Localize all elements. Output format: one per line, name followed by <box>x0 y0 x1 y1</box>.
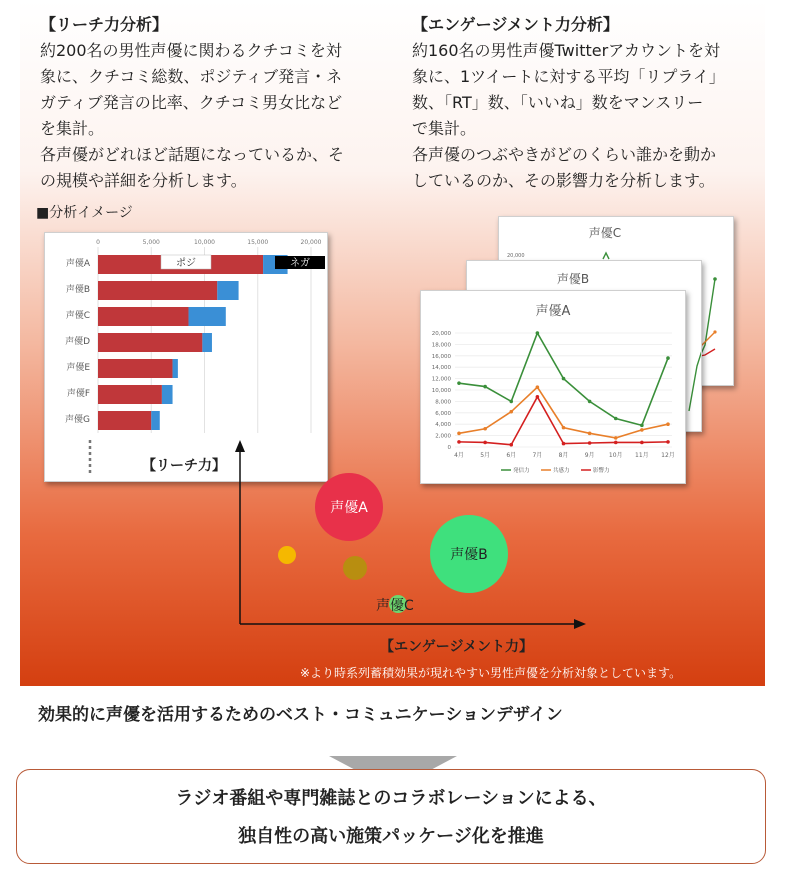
x-tick-label: 5,000 <box>142 239 160 246</box>
category-label: 声優G <box>65 415 90 425</box>
reach-description-line: 各声優がどれほど話題になっているか、そ <box>40 145 345 164</box>
y-tick-label: 16,000 <box>431 353 451 360</box>
x-tick-label: 4月 <box>454 452 464 459</box>
line-chart-title: 声優A <box>535 304 571 319</box>
x-tick-label: 20,000 <box>300 239 322 246</box>
y-tick-label: 20,000 <box>507 253 525 259</box>
line-chart-title: 声優C <box>588 226 622 240</box>
y-tick-label: 14,000 <box>431 365 451 372</box>
reach-axis-label: 【リーチ力】 <box>142 458 226 474</box>
engagement-description-line: しているのか、その影響力を分析します。 <box>412 171 715 190</box>
x-tick-label: 6月 <box>506 452 517 459</box>
bubble-voice-actor-b <box>430 515 508 593</box>
y-tick-label: 18,000 <box>431 342 451 349</box>
bubble-label-b: 声優B <box>450 547 488 563</box>
reach-analysis-title: 【リーチ力分析】 <box>40 15 169 34</box>
category-label: 声優D <box>65 337 90 347</box>
x-tick-label: 10月 <box>608 452 623 459</box>
bubble-small-yellow <box>278 546 296 564</box>
bubble-voice-actor-a <box>315 473 383 541</box>
engagement-description-line: 数、「RT」数、「いいね」数をマンスリー <box>412 93 704 112</box>
bubble-label-a: 声優A <box>330 500 368 516</box>
x-tick-label: 0 <box>96 239 100 246</box>
y-axis-arrowhead <box>235 440 245 452</box>
category-label: 声優F <box>66 389 90 399</box>
y-tick-label: 0 <box>447 445 451 451</box>
engagement-description-line: 象に、1ツイートに対する平均「リプライ」 <box>412 67 725 86</box>
x-tick-label: 11月 <box>635 452 649 459</box>
category-label: 声優B <box>65 285 90 295</box>
category-label: 声優C <box>65 311 90 321</box>
y-tick-label: 12,000 <box>431 376 451 383</box>
x-tick-label: 8月 <box>558 452 569 459</box>
y-tick-label: 4,000 <box>435 422 451 429</box>
x-tick-label: 15,000 <box>247 239 269 246</box>
y-tick-label: 10,000 <box>431 388 451 394</box>
category-label: 声優E <box>66 363 90 373</box>
bubble-label-c: 声優C <box>376 598 414 614</box>
y-tick-label: 8,000 <box>435 399 451 406</box>
x-tick-label: 10,000 <box>194 239 215 246</box>
analysis-image-label: ■分析イメージ <box>36 205 133 221</box>
conclusion-box <box>16 769 766 864</box>
line-chart-title: 声優B <box>556 272 590 286</box>
legend-label: 共感力 <box>553 468 570 474</box>
footnote: ※より時系列蓄積効果が現れやすい男性声優を分析対象としています。 <box>300 666 682 680</box>
y-tick-label: 6,000 <box>435 410 451 417</box>
x-tick-label: 5月 <box>480 452 491 459</box>
x-axis-arrowhead <box>574 619 586 629</box>
x-tick-label: 12月 <box>661 452 675 459</box>
x-tick-label: 9月 <box>584 452 595 459</box>
engagement-description-line: で集計。 <box>412 119 477 138</box>
engagement-analysis-title: 【エンゲージメント力分析】 <box>412 15 619 34</box>
legend-positive-label: ポジ <box>176 258 196 269</box>
engagement-description-line: 約160名の男性声優Twitterアカウントを対 <box>412 41 721 60</box>
reach-description-line: 約200名の男性声優に関わるクチコミを対 <box>40 41 342 60</box>
reach-description-line: 象に、クチコミ総数、ポジティブ発言・ネ <box>40 67 343 86</box>
reach-description-line: の規模や詳細を分析します。 <box>40 171 247 190</box>
tagline: 効果的に声優を活用するためのベスト・コミュニケーションデザイン <box>38 705 563 725</box>
category-label: 声優A <box>65 259 90 269</box>
reach-description-line: ガティブ発言の比率、クチコミ男女比など <box>40 93 343 112</box>
conclusion-line-1: ラジオ番組や専門雑誌とのコラボレーションによる、 <box>175 788 607 809</box>
x-tick-label: 7月 <box>532 452 543 459</box>
bubble-small-olive <box>343 556 367 580</box>
conclusion-line-2: 独自性の高い施策パッケージ化を推進 <box>238 826 544 847</box>
legend-negative-label: ネガ <box>290 258 310 269</box>
y-tick-label: 20,000 <box>431 331 451 337</box>
y-tick-label: 2,000 <box>435 433 451 440</box>
engagement-axis-label: 【エンゲージメント力】 <box>380 639 534 655</box>
legend-label: 影響力 <box>593 468 610 474</box>
reach-description-line: を集計。 <box>40 119 105 138</box>
legend-label: 発信力 <box>513 468 530 474</box>
engagement-description-line: 各声優のつぶやきがどのくらい誰かを動か <box>412 145 717 164</box>
